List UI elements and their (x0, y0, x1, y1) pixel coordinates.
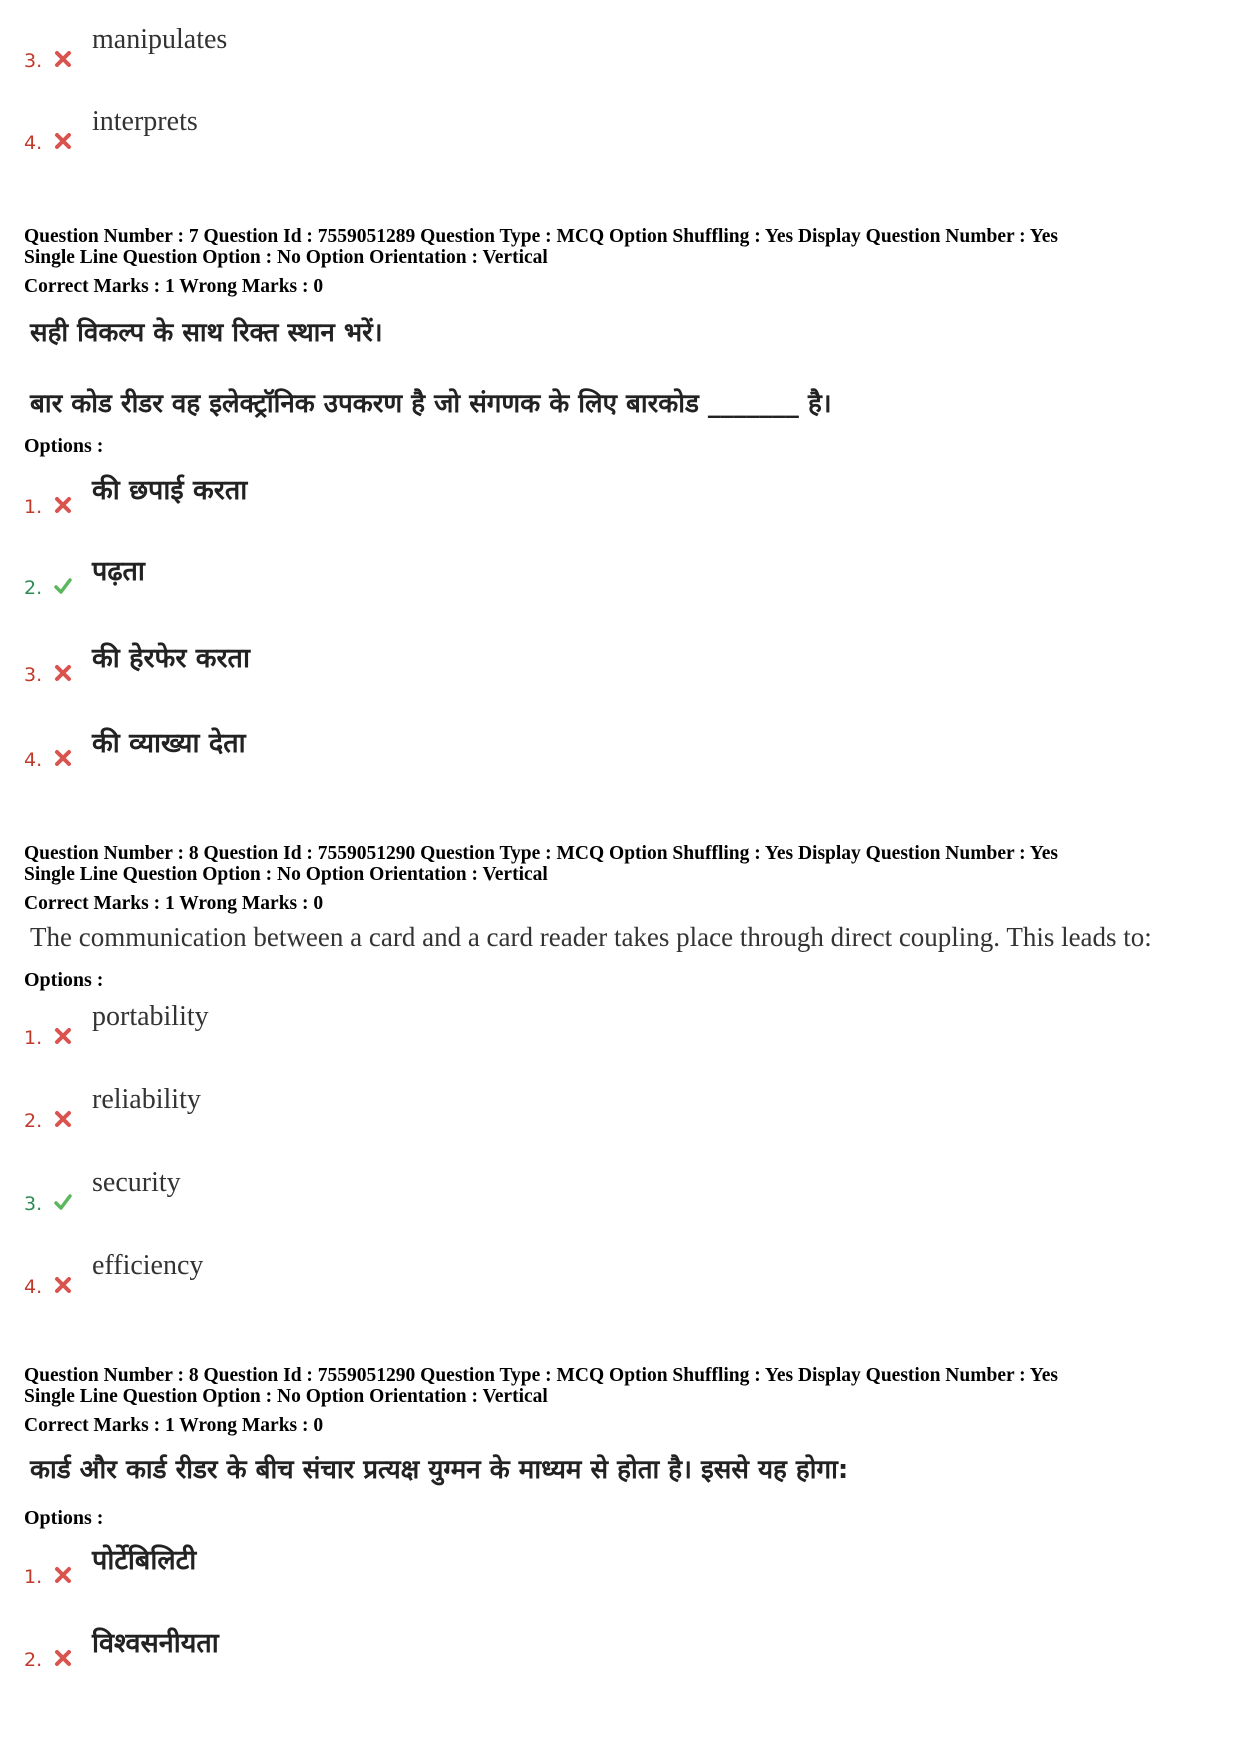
option-text: विश्वसनीयता (92, 1628, 219, 1659)
options-label: Options : (24, 969, 104, 991)
option-number: 2. (24, 577, 43, 599)
option-text: portability (92, 1001, 209, 1032)
option-text: की छपाई करता (92, 475, 248, 506)
option-4 (24, 1250, 1204, 1300)
check-icon (54, 1193, 72, 1211)
option-2 (24, 551, 1204, 601)
cross-icon (54, 132, 72, 150)
option-3 (24, 638, 1204, 688)
cross-icon (54, 1027, 72, 1045)
option-text: security (92, 1167, 181, 1198)
option-text: पोर्टेबिलिटी (92, 1545, 197, 1576)
cross-icon (54, 496, 72, 514)
options-label: Options : (24, 435, 104, 457)
option-number: 4. (24, 132, 43, 154)
option-number: 1. (24, 1566, 43, 1588)
cross-icon (54, 1276, 72, 1294)
cross-icon (54, 1110, 72, 1128)
marks-line: Correct Marks : 1 Wrong Marks : 0 (24, 893, 324, 914)
option-number: 1. (24, 496, 43, 518)
option-number: 3. (24, 664, 43, 686)
option-text: efficiency (92, 1250, 204, 1281)
option-number: 3. (24, 50, 43, 72)
option-number: 4. (24, 1276, 43, 1298)
option-number: 2. (24, 1110, 43, 1132)
option-text: interprets (92, 106, 198, 137)
option-number: 3. (24, 1193, 43, 1215)
option-text: पढ़ता (92, 556, 145, 587)
cross-icon (54, 749, 72, 767)
option-number: 1. (24, 1027, 43, 1049)
option-2 (24, 1623, 1204, 1673)
option-4 (24, 723, 1204, 773)
option-3 (24, 24, 1204, 74)
option-text: manipulates (92, 24, 228, 55)
question-text: कार्ड और कार्ड रीडर के बीच संचार प्रत्यक्ष युग्मन के माध्यम से होता है। इससे यह होगा: (30, 1455, 849, 1485)
question-meta-line2: Single Line Question Option : No Option Orientation : Vertical (24, 864, 548, 885)
option-text: की हेरफेर करता (92, 643, 250, 674)
option-3 (24, 1167, 1204, 1217)
option-number: 4. (24, 749, 43, 771)
question-text: सही विकल्प के साथ रिक्त स्थान भरें। (30, 318, 383, 348)
cross-icon (54, 1649, 72, 1667)
marks-line: Correct Marks : 1 Wrong Marks : 0 (24, 1415, 324, 1436)
question-text: बार कोड रीडर वह इलेक्ट्रॉनिक उपकरण है जो संगणक के लिए बारकोड _______ है। (30, 389, 832, 419)
cross-icon (54, 664, 72, 682)
question-meta-line1: Question Number : 8 Question Id : 7559051290 Question Type : MCQ Option Shuffling : Yes Display Question Number : Yes (24, 1365, 1058, 1386)
question-meta-line1: Question Number : 8 Question Id : 7559051290 Question Type : MCQ Option Shuffling : Yes Display Question Number : Yes (24, 843, 1058, 864)
option-4 (24, 106, 1204, 156)
cross-icon (54, 50, 72, 68)
question-text: The communication between a card and a card reader takes place through direct coupling. This leads to: (30, 922, 1152, 952)
check-icon (54, 577, 72, 595)
options-label: Options : (24, 1507, 104, 1529)
option-text: reliability (92, 1084, 201, 1115)
option-1 (24, 470, 1204, 520)
cross-icon (54, 1566, 72, 1584)
option-1 (24, 1001, 1204, 1051)
question-meta-line2: Single Line Question Option : No Option Orientation : Vertical (24, 247, 548, 268)
option-2 (24, 1084, 1204, 1134)
option-text: की व्याख्या देता (92, 728, 246, 759)
question-meta-line1: Question Number : 7 Question Id : 7559051289 Question Type : MCQ Option Shuffling : Yes Display Question Number : Yes (24, 226, 1058, 247)
option-number: 2. (24, 1649, 43, 1671)
option-1 (24, 1540, 1204, 1590)
question-meta-line2: Single Line Question Option : No Option Orientation : Vertical (24, 1386, 548, 1407)
marks-line: Correct Marks : 1 Wrong Marks : 0 (24, 276, 324, 297)
